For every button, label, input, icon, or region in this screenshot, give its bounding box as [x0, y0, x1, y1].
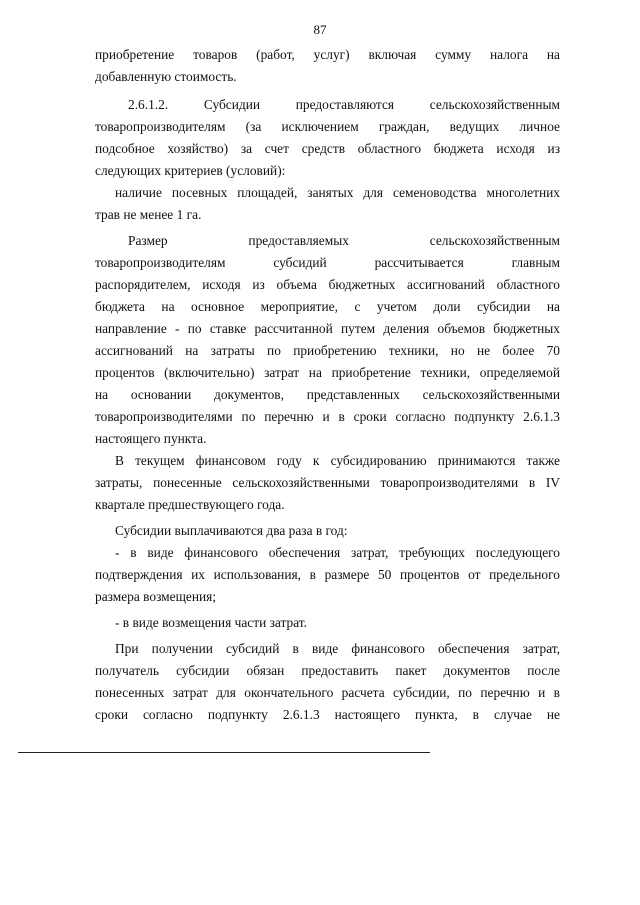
list-item-line: - в виде финансового обеспечения затрат, требующих последующего — [115, 545, 560, 560]
text-line: трав не менее 1 га. — [95, 207, 202, 222]
paragraph-first-line: В текущем финансовом году к субсидированию принимаются также — [115, 453, 560, 468]
text-line: товаропроизводителям (за исключением граждан, ведущих личное — [95, 119, 560, 134]
text-line: подтверждения их использования, в размере 50 процентов от предельного — [95, 567, 560, 582]
text-line: квартале предшествующего года. — [95, 497, 285, 512]
text-line: приобретение товаров (работ, услуг) включая сумму налога на — [95, 47, 560, 62]
text-line: товаропроизводителями по перечню и в сроки согласно подпункту 2.6.1.3 — [95, 409, 560, 424]
list-item-line: - в виде возмещения части затрат. — [115, 615, 307, 630]
paragraph-first-line: 2.6.1.2. Субсидии предоставляются сельскохозяйственным — [128, 97, 560, 112]
text-line: бюджета на основное мероприятие, с учетом доли субсидии на — [95, 299, 560, 314]
paragraph-first-line: наличие посевных площадей, занятых для семеноводства многолетних — [115, 185, 560, 200]
text-line: процентов (включительно) затрат на приобретение техники, определяемой — [95, 365, 560, 380]
page-number: 87 — [313, 22, 327, 37]
text-line: подсобное хозяйство) за счет средств областного бюджета исходя из — [95, 141, 560, 156]
text-line: понесенных затрат для окончательного расчета субсидии, по перечню и в — [95, 685, 560, 700]
text-line: размера возмещения; — [95, 589, 217, 604]
text-line: сроки согласно подпункту 2.6.1.3 настоящего пункта, в случае не — [95, 707, 560, 722]
text-line: товаропроизводителям субсидий рассчитывается главным — [95, 255, 560, 270]
text-line: добавленную стоимость. — [95, 69, 237, 84]
text-line: настоящего пункта. — [95, 431, 207, 446]
text-line: получатель субсидии обязан предоставить пакет документов после — [95, 663, 560, 678]
paragraph-first-line: Размер предоставляемых сельскохозяйственным — [128, 233, 560, 248]
text-line: ассигнований на затраты по приобретению техники, но не более 70 — [95, 343, 560, 358]
paragraph-first-line: При получении субсидий в виде финансового обеспечения затрат, — [115, 641, 560, 656]
text-line: на основании документов, представленных сельскохозяйственными — [95, 387, 560, 402]
paragraph-first-line: Субсидии выплачиваются два раза в год: — [115, 523, 348, 538]
scan-edge-rule — [18, 752, 430, 753]
text-line: распорядителем, исходя из объема бюджетных ассигнований областного — [95, 277, 560, 292]
text-line: направление - по ставке рассчитанной путем деления объемов бюджетных — [95, 321, 560, 336]
text-line: затраты, понесенные сельскохозяйственными товаропроизводителями в IV — [95, 475, 560, 490]
text-line: следующих критериев (условий): — [95, 163, 286, 178]
